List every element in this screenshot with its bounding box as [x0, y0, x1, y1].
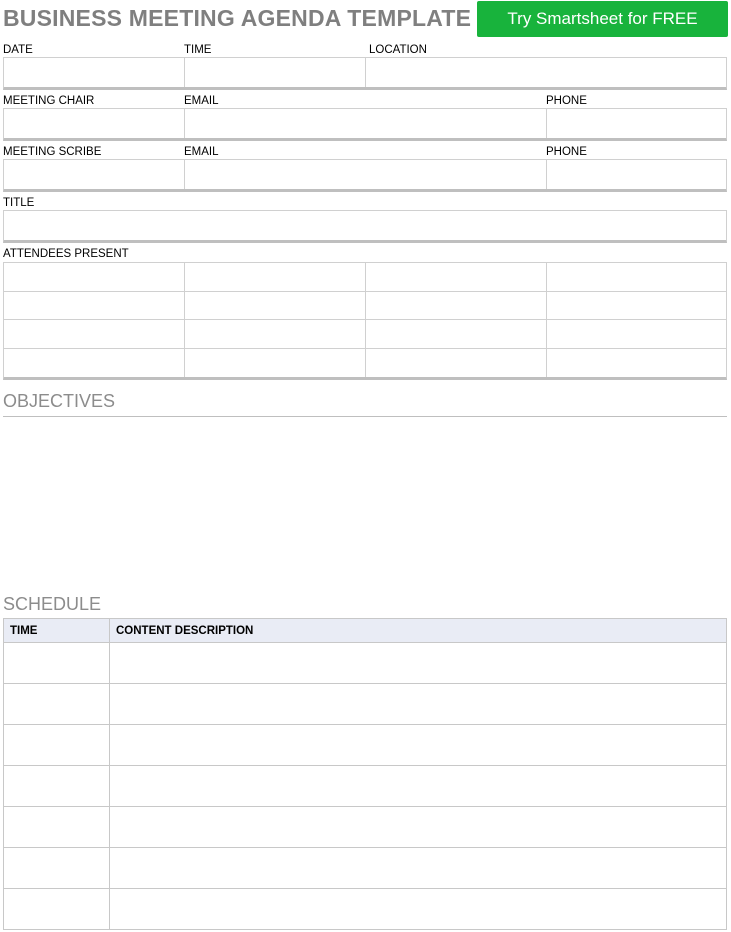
schedule-time-cell[interactable]	[4, 643, 110, 684]
meeting-chair-field[interactable]	[4, 109, 185, 138]
schedule-table	[3, 618, 727, 930]
title-label: TITLE	[3, 197, 35, 209]
attendee-cell[interactable]	[4, 292, 185, 321]
objectives-area[interactable]	[3, 418, 727, 588]
schedule-row	[4, 725, 727, 766]
schedule-row	[4, 684, 727, 725]
scribe-phone-label: PHONE	[546, 146, 587, 158]
attendee-cell[interactable]	[547, 349, 726, 378]
try-smartsheet-button[interactable]: Try Smartsheet for FREE	[477, 1, 728, 37]
schedule-row	[4, 766, 727, 807]
attendee-cell[interactable]	[366, 292, 547, 321]
meeting-scribe-row	[3, 159, 727, 192]
schedule-time-cell[interactable]	[4, 848, 110, 889]
attendee-cell[interactable]	[547, 292, 726, 321]
chair-phone-label: PHONE	[546, 95, 587, 107]
meeting-scribe-field[interactable]	[4, 160, 185, 189]
schedule-content-cell[interactable]	[110, 684, 727, 725]
date-time-location-row	[3, 57, 727, 90]
objectives-heading: OBJECTIVES	[3, 391, 116, 411]
schedule-content-cell[interactable]	[110, 807, 727, 848]
schedule-content-cell[interactable]	[110, 766, 727, 807]
scribe-phone-field[interactable]	[547, 160, 726, 189]
attendee-cell[interactable]	[4, 320, 185, 349]
schedule-content-cell[interactable]	[110, 725, 727, 766]
schedule-content-cell[interactable]	[110, 643, 727, 684]
attendee-cell[interactable]	[185, 292, 366, 321]
meeting-scribe-label: MEETING SCRIBE	[3, 146, 102, 158]
attendees-grid	[3, 262, 727, 380]
objectives-divider	[3, 416, 727, 417]
scribe-email-label: EMAIL	[184, 146, 219, 158]
attendee-cell[interactable]	[4, 263, 185, 292]
location-field[interactable]	[366, 58, 726, 87]
schedule-row	[4, 848, 727, 889]
schedule-content-cell[interactable]	[110, 848, 727, 889]
schedule-content-cell[interactable]	[110, 889, 727, 930]
chair-phone-field[interactable]	[547, 109, 726, 138]
attendee-cell[interactable]	[366, 263, 547, 292]
schedule-time-cell[interactable]	[4, 766, 110, 807]
location-label: LOCATION	[369, 44, 427, 56]
attendee-cell[interactable]	[366, 320, 547, 349]
schedule-heading: SCHEDULE	[3, 594, 102, 614]
schedule-time-header: TIME	[4, 619, 110, 643]
meeting-chair-label: MEETING CHAIR	[3, 95, 95, 107]
date-field[interactable]	[4, 58, 185, 87]
scribe-email-field[interactable]	[185, 160, 547, 189]
attendee-cell[interactable]	[4, 349, 185, 378]
time-field[interactable]	[185, 58, 366, 87]
schedule-time-cell[interactable]	[4, 807, 110, 848]
attendee-cell[interactable]	[547, 320, 726, 349]
schedule-time-cell[interactable]	[4, 725, 110, 766]
page-title: BUSINESS MEETING AGENDA TEMPLATE	[3, 5, 472, 31]
attendee-cell[interactable]	[185, 349, 366, 378]
attendee-cell[interactable]	[185, 320, 366, 349]
meeting-chair-row	[3, 108, 727, 141]
schedule-content-header: CONTENT DESCRIPTION	[110, 619, 727, 643]
schedule-row	[4, 889, 727, 930]
attendees-label: ATTENDEES PRESENT	[3, 248, 129, 260]
attendee-cell[interactable]	[547, 263, 726, 292]
schedule-row	[4, 807, 727, 848]
attendee-cell[interactable]	[185, 263, 366, 292]
attendee-cell[interactable]	[366, 349, 547, 378]
schedule-time-cell[interactable]	[4, 684, 110, 725]
schedule-header-row	[4, 619, 727, 643]
title-row	[3, 210, 727, 243]
title-field[interactable]	[4, 211, 726, 240]
schedule-row	[4, 643, 727, 684]
schedule-time-cell[interactable]	[4, 889, 110, 930]
time-label: TIME	[184, 44, 212, 56]
chair-email-field[interactable]	[185, 109, 547, 138]
chair-email-label: EMAIL	[184, 95, 219, 107]
date-label: DATE	[3, 44, 33, 56]
